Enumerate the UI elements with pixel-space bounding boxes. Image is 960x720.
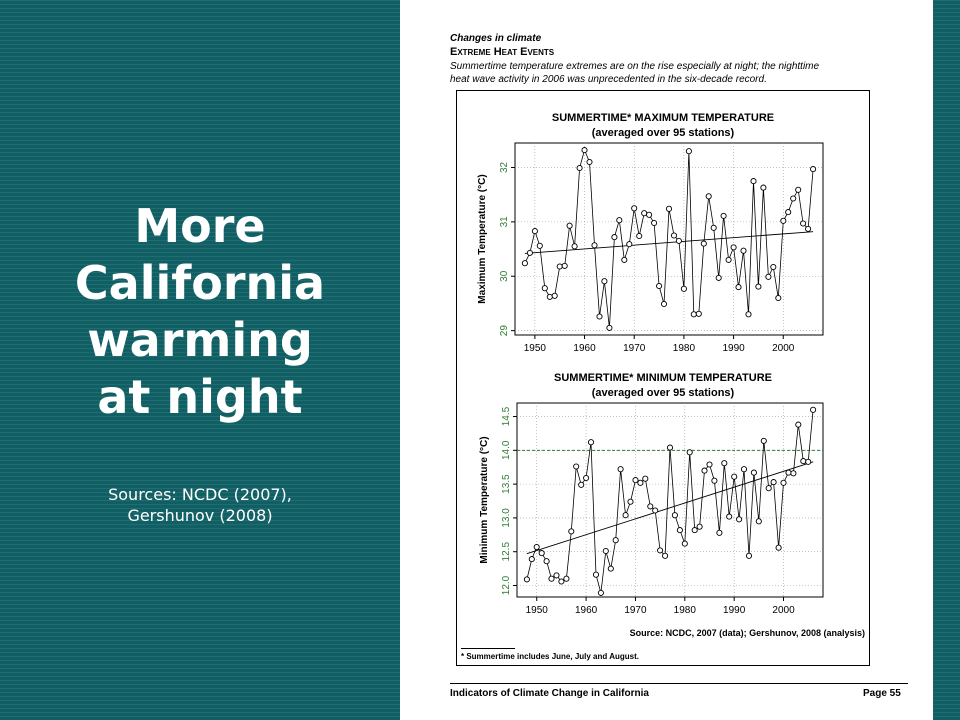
data-point [791,471,796,476]
figure-box [456,90,870,666]
slide-title-line: More [134,199,266,253]
data-point [532,229,537,234]
data-point [756,284,761,289]
data-point [588,440,593,445]
data-point [751,179,756,184]
data-point [529,557,534,562]
data-point [677,528,682,533]
data-point [638,480,643,485]
data-point [613,538,618,543]
data-point [537,243,542,248]
series-line [525,150,813,328]
data-point [726,257,731,262]
data-point [658,548,663,553]
plot-frame [515,143,823,335]
x-tick-label: 1970 [624,605,647,616]
y-tick-label: 13.5 [501,474,512,494]
x-tick-label: 2000 [772,343,795,354]
data-point [771,264,776,269]
y-axis-label: Maximum Temperature (°C) [477,174,488,304]
data-point [562,263,567,268]
data-point [603,548,608,553]
slide-sources [20,484,380,526]
data-point [786,210,791,215]
slide-right-strip [933,0,960,720]
data-point [612,235,617,240]
data-point [702,468,707,473]
data-point [569,529,574,534]
data-point [593,572,598,577]
data-point [736,285,741,290]
data-point [661,301,666,306]
min-temperature-chart [479,372,823,616]
data-point [643,476,648,481]
x-tick-label: 1980 [672,343,696,354]
data-point [746,312,751,317]
data-point [622,257,627,262]
data-point [653,508,658,513]
footer-publication-title: Indicators of Climate Change in California [450,688,649,699]
x-tick-label: 1960 [573,343,596,354]
x-tick-label: 1990 [722,343,745,354]
data-point [676,238,681,243]
slide-title [20,198,380,426]
data-point [579,482,584,487]
data-point [706,194,711,199]
chart-subtitle: (averaged over 95 stations) [591,387,735,399]
data-point [584,475,589,480]
data-point [707,462,712,467]
footer-divider [450,683,908,684]
data-point [627,242,632,247]
data-point [697,524,702,529]
data-point [741,467,746,472]
data-point [761,438,766,443]
data-point [524,577,529,582]
series-line [527,410,813,593]
data-point [806,459,811,464]
y-tick-label: 14.0 [501,440,512,461]
data-point [574,464,579,469]
x-tick-label: 1990 [723,605,746,616]
data-point [539,551,544,556]
x-tick-label: 1980 [673,605,696,616]
data-point [582,148,587,153]
data-point [652,220,657,225]
plot-frame [517,403,823,597]
data-point [597,314,602,319]
data-point [559,579,564,584]
footnote-divider [461,648,515,649]
data-point [642,211,647,216]
data-point [618,467,623,472]
x-tick-label: 2000 [772,605,795,616]
data-point [681,286,686,291]
data-point [746,553,751,558]
x-tick-label: 1960 [574,605,598,616]
data-point [796,422,801,427]
document-header [450,33,930,86]
data-point [796,187,801,192]
chart-title: SUMMERTIME* MINIMUM TEMPERATURE [554,372,772,384]
chart-title: SUMMERTIME* MAXIMUM TEMPERATURE [551,112,775,124]
data-point [712,478,717,483]
figure-source: Source: NCDC, 2007 (data); Gershunov, 2008 (analysis) [629,628,865,638]
data-point [607,325,612,330]
footer-page-number: Page 55 [863,688,901,699]
y-tick-label: 29 [499,325,510,337]
data-point [701,241,706,246]
data-point [686,149,691,154]
data-point [771,480,776,485]
data-point [628,499,633,504]
chart-subtitle: (averaged over 95 stations) [591,127,735,139]
document-page [400,0,933,720]
data-point [791,196,796,201]
data-point [721,213,726,218]
data-point [731,245,736,250]
data-point [577,165,582,170]
document-heading: Extreme Heat Events [450,46,555,58]
data-point [811,407,816,412]
data-point [633,478,638,483]
data-point [781,480,786,485]
data-point [696,311,701,316]
data-point [671,233,676,238]
data-point [806,226,811,231]
y-tick-label: 14.5 [501,406,512,427]
y-tick-label: 32 [499,161,510,174]
data-point [632,206,637,211]
data-point [716,275,721,280]
data-point [727,514,732,519]
data-point [776,295,781,300]
data-point [564,576,569,581]
data-point [547,294,552,299]
data-point [682,541,687,546]
data-point [552,293,557,298]
data-point [623,513,628,518]
data-point [687,450,692,455]
document-kicker: Changes in climate [450,33,542,44]
y-tick-label: 12.5 [501,541,512,562]
data-point [737,517,742,522]
data-point [598,590,603,595]
data-point [637,233,642,238]
data-point [663,553,668,558]
slide-left-panel [0,0,400,720]
data-point [811,167,816,172]
data-point [776,545,781,550]
data-point [711,225,716,230]
figure-charts [457,91,869,665]
data-point [557,264,562,269]
y-tick-label: 13.0 [501,508,512,528]
data-point [608,566,613,571]
data-point [549,576,554,581]
data-point [801,459,806,464]
data-point [732,474,737,479]
slide-title-line: warming [87,313,313,367]
sources-line: Sources: NCDC (2007), [108,485,292,504]
x-tick-label: 1950 [525,605,548,616]
data-point [666,206,671,211]
data-point [761,185,766,190]
data-point [751,470,756,475]
data-point [692,528,697,533]
data-point [534,544,539,549]
document-description-line: heat wave activity in 2006 was unprecedented in the six-decade record. [450,74,767,85]
data-point [542,286,547,291]
data-point [602,279,607,284]
data-point [522,261,527,266]
data-point [527,250,532,255]
data-point [554,573,559,578]
data-point [801,221,806,226]
data-point [667,445,672,450]
data-point [786,470,791,475]
max-temperature-chart [477,112,823,354]
data-point [617,218,622,223]
y-tick-label: 12.0 [501,575,512,596]
data-point [756,519,761,524]
data-point [766,274,771,279]
data-point [741,248,746,253]
data-point [592,243,597,248]
x-tick-label: 1950 [523,343,546,354]
data-point [691,312,696,317]
y-axis-label: Minimum Temperature (°C) [479,436,490,564]
trend-line [527,462,813,554]
sources-line: Gershunov (2008) [127,506,273,525]
x-tick-label: 1970 [623,343,646,354]
y-tick-label: 31 [499,216,510,228]
data-point [567,223,572,228]
data-point [717,530,722,535]
data-point [722,461,727,466]
data-point [766,486,771,491]
data-point [647,212,652,217]
document-description-line: Summertime temperature extremes are on the rise especially at night; the nighttime [450,61,820,72]
slide-title-line: California [74,256,326,310]
data-point [572,244,577,249]
data-point [657,283,662,288]
figure-footnote: * Summertime includes June, July and August. [461,652,639,661]
data-point [672,513,677,518]
data-point [781,218,786,223]
y-tick-label: 30 [499,270,510,282]
slide-title-line: at night [97,370,303,424]
data-point [648,504,653,509]
data-point [587,159,592,164]
data-point [544,559,549,564]
